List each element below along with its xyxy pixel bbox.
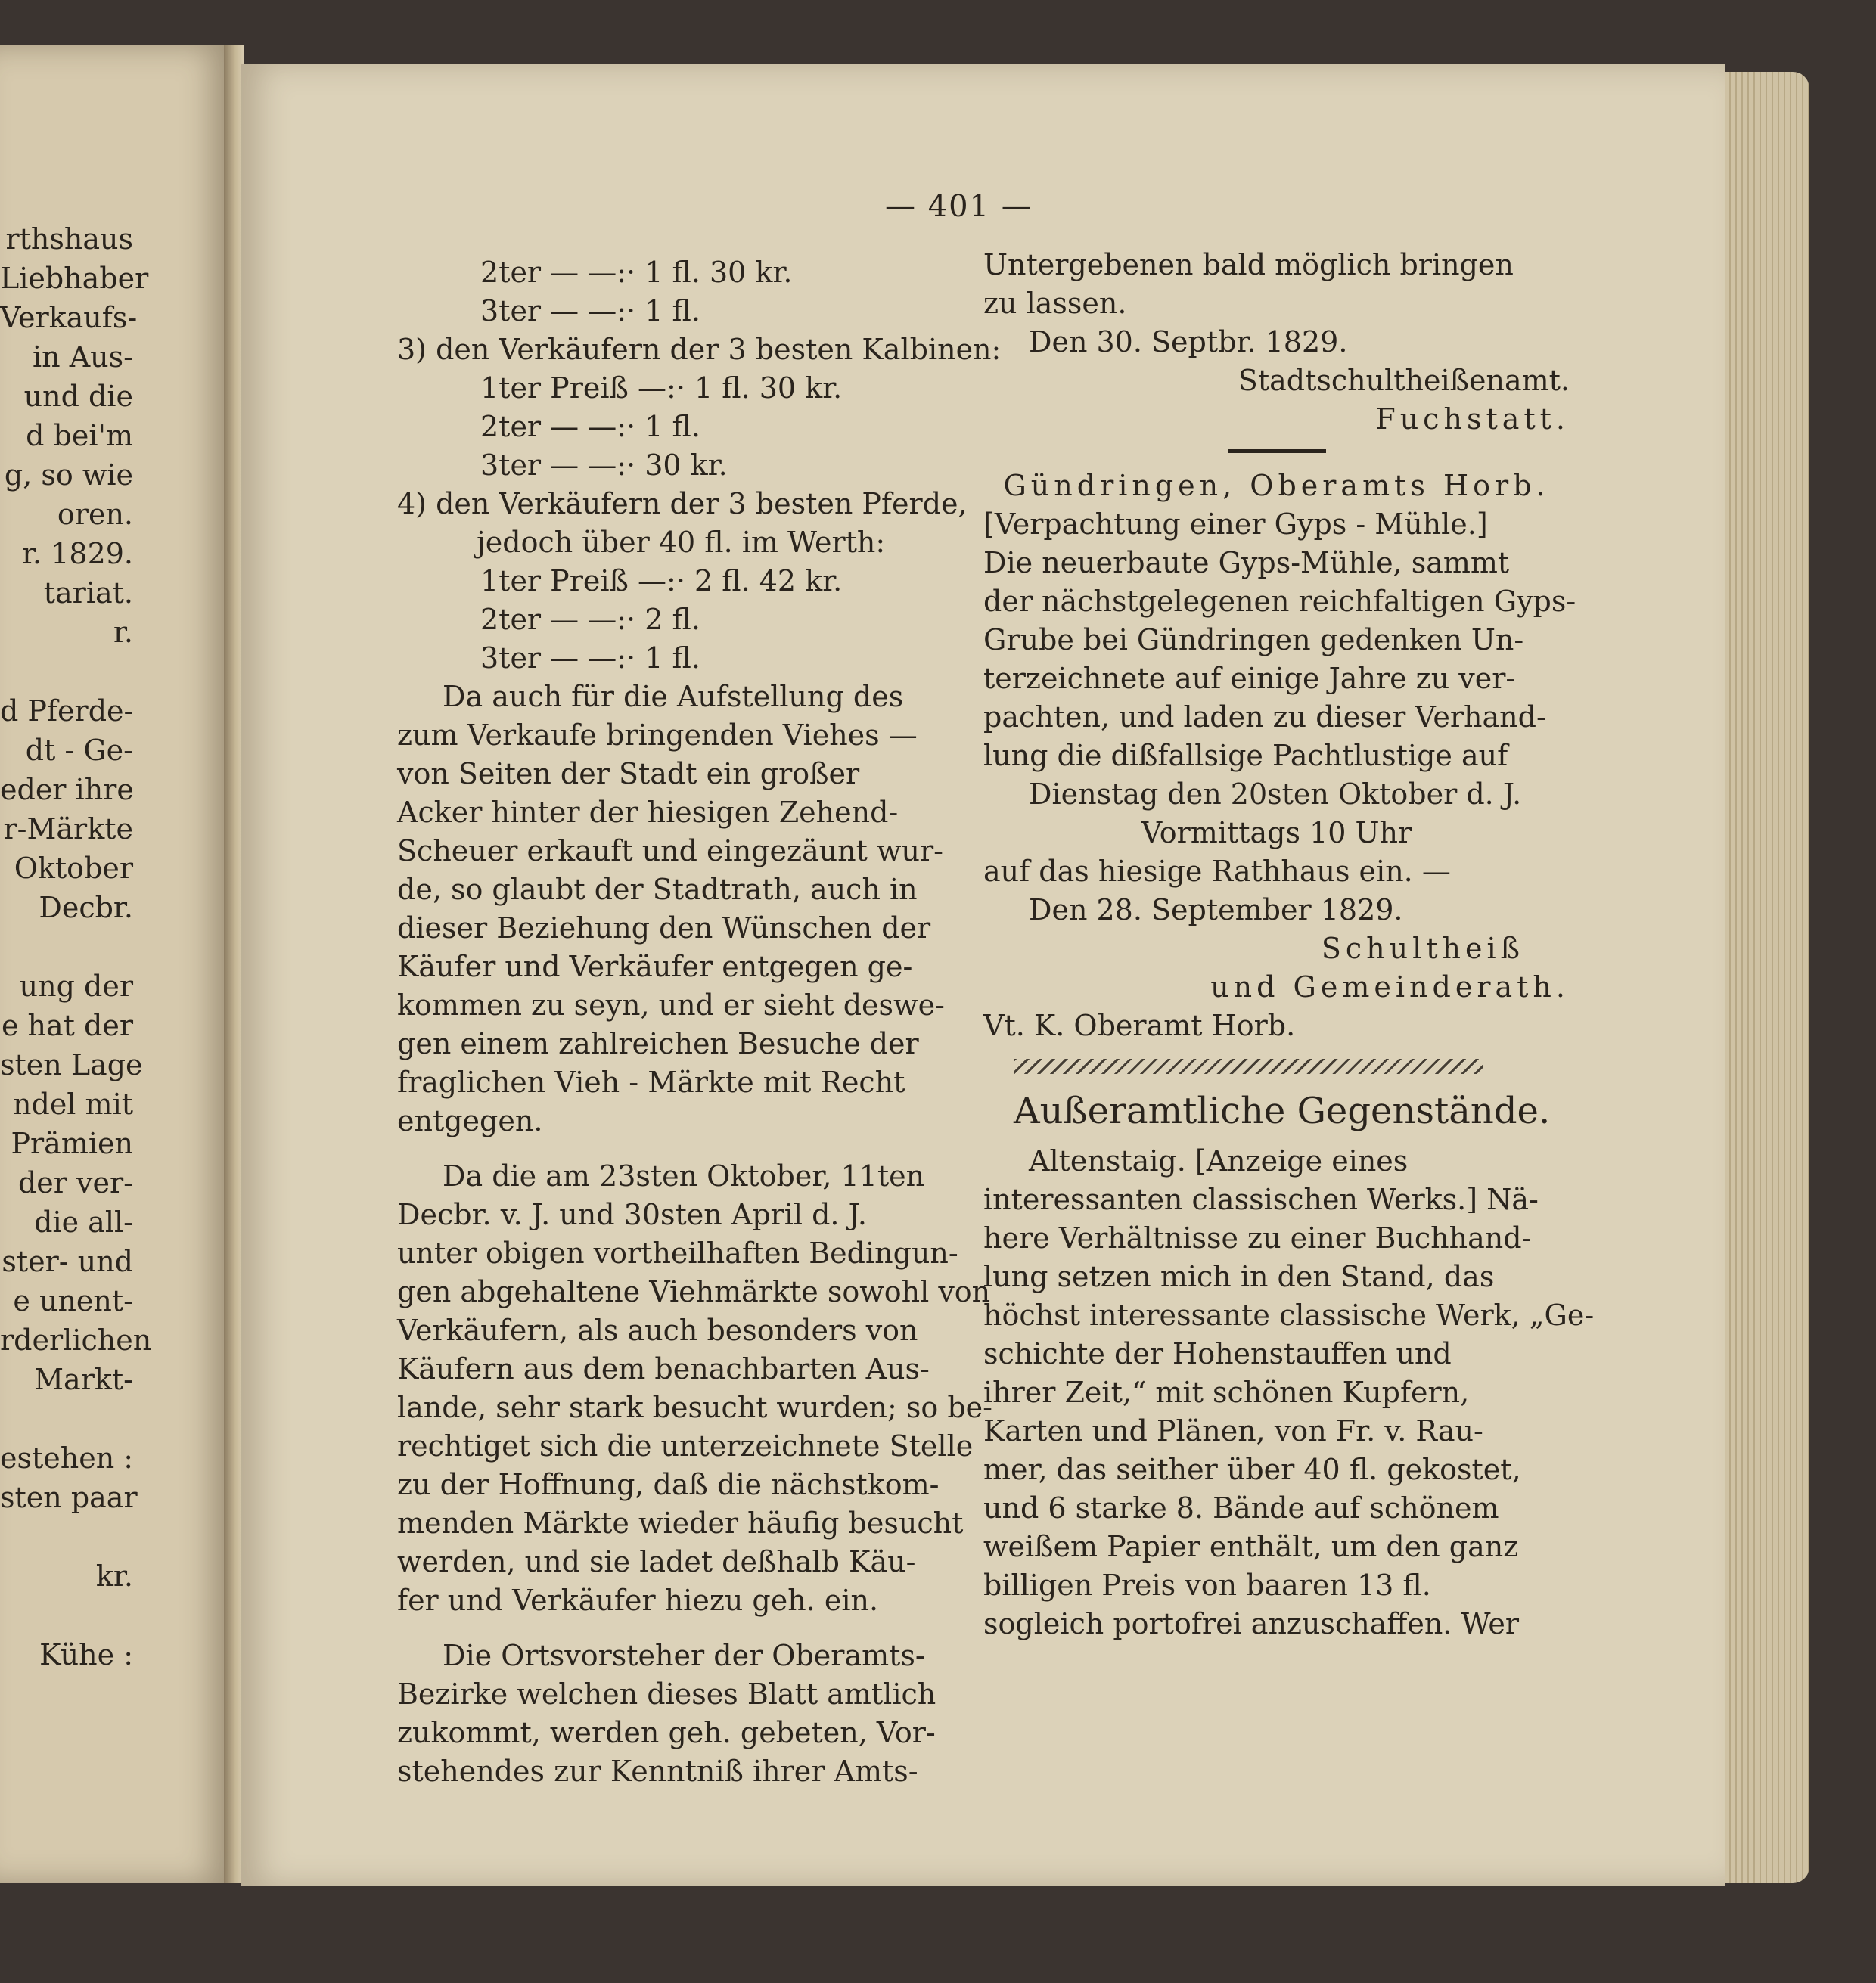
prize-line: 3ter — —:· 1 fl. xyxy=(480,641,700,675)
wavy-rule xyxy=(1014,1059,1483,1074)
left-line: dt - Ge- xyxy=(25,734,133,767)
left-line: g, so wie xyxy=(4,458,133,492)
paragraph-line: Käufer und Verkäufer entgegen ge- xyxy=(397,950,913,983)
paragraph-line: sogleich portofrei anzuschaffen. Wer xyxy=(983,1607,1520,1640)
item-heading: jedoch über 40 fl. im Werth: xyxy=(477,526,886,559)
page-number: — 401 — xyxy=(885,189,1033,224)
left-line: r. 1829. xyxy=(22,537,133,570)
paragraph-line: lande, sehr stark besucht wurden; so be- xyxy=(397,1391,992,1424)
paragraph-line: lung setzen mich in den Stand, das xyxy=(983,1260,1495,1293)
paragraph-line: Die neuerbaute Gyps-Mühle, sammt xyxy=(983,546,1510,579)
paragraph-line: Bezirke welchen dieses Blatt amtlich xyxy=(397,1677,936,1711)
paragraph-line: Altenstaig. [Anzeige eines xyxy=(1029,1144,1409,1178)
item-heading: 4) den Verkäufern der 3 besten Pferde, xyxy=(397,487,968,520)
left-line: kr. xyxy=(95,1559,133,1593)
paragraph-line: stehendes zur Kenntniß ihrer Amts- xyxy=(397,1755,918,1788)
paragraph-line: pachten, und laden zu dieser Verhand- xyxy=(983,700,1546,734)
paragraph-line: lung die dißfallsige Pachtlustige auf xyxy=(983,739,1508,772)
paragraph-line: mer, das seither über 40 fl. gekostet, xyxy=(983,1453,1521,1486)
paragraph-line: zum Verkaufe bringenden Viehes — xyxy=(397,718,918,752)
paragraph-line: ihrer Zeit,“ mit schönen Kupfern, xyxy=(983,1376,1470,1409)
paragraph-line: Da auch für die Aufstellung des xyxy=(443,680,904,713)
paragraph-line: zukommt, werden geh. gebeten, Vor- xyxy=(397,1716,936,1749)
signer-line: Fuchstatt. xyxy=(1375,402,1570,436)
left-line: rthshaus xyxy=(5,222,133,256)
paragraph-line: Die Ortsvorsteher der Oberamts- xyxy=(443,1639,925,1672)
notice-heading: Gündringen, Oberamts Horb. xyxy=(1003,469,1550,502)
prize-line: 1ter Preiß —:· 1 fl. 30 kr. xyxy=(480,371,843,405)
left-line xyxy=(0,1596,133,1635)
attestation-line: Vt. K. Oberamt Horb. xyxy=(983,1009,1296,1042)
paragraph-line: de, so glaubt der Stadtrath, auch in xyxy=(397,873,918,906)
paragraph-line: Karten und Plänen, von Fr. v. Rau- xyxy=(983,1414,1483,1448)
prize-line: 2ter — —:· 2 fl. xyxy=(480,603,700,636)
left-line: rderlichen xyxy=(0,1324,152,1357)
left-line: die all- xyxy=(34,1206,133,1239)
paragraph-line: terzeichnete auf einige Jahre zu ver- xyxy=(983,662,1516,695)
left-line: e unent- xyxy=(13,1284,133,1317)
left-line: sten Lage xyxy=(0,1048,143,1081)
paragraph-line: Scheuer erkauft und eingezäunt wur- xyxy=(397,834,943,867)
left-line: e hat der xyxy=(1,1009,133,1042)
paragraph-line: here Verhältnisse zu einer Buchhand- xyxy=(983,1221,1532,1255)
paragraph-line: entgegen. xyxy=(397,1104,543,1137)
section-rule xyxy=(1228,449,1326,453)
left-line: d Pferde- xyxy=(0,694,134,728)
paragraph-line: werden, und sie ladet deßhalb Käu- xyxy=(397,1545,916,1578)
paragraph-line: fraglichen Vieh - Märkte mit Recht xyxy=(397,1066,905,1099)
item-heading: 3) den Verkäufern der 3 besten Kalbinen: xyxy=(397,333,1002,366)
section-title: Außeramtliche Gegenstände. xyxy=(1014,1090,1551,1132)
paragraph-line: Da die am 23sten Oktober, 11ten xyxy=(443,1159,925,1193)
left-line: sten paar xyxy=(0,1481,138,1514)
left-line: Oktober xyxy=(14,852,133,885)
left-line: oren. xyxy=(57,498,133,531)
paragraph-line: von Seiten der Stadt ein großer xyxy=(397,757,860,790)
paragraph-line: Decbr. v. J. und 30sten April d. J. xyxy=(397,1198,867,1231)
left-line: tariat. xyxy=(43,576,133,610)
left-line: Markt- xyxy=(34,1363,133,1396)
paragraph-line: billigen Preis von baaren 13 fl. xyxy=(983,1569,1431,1602)
signer-line: Schultheiß xyxy=(1321,932,1524,965)
left-line: ster- und xyxy=(2,1245,133,1278)
column-2 xyxy=(983,246,1595,1643)
prize-line: 1ter Preiß —:· 2 fl. 42 kr. xyxy=(480,564,843,597)
paragraph-line: Dienstag den 20sten Oktober d. J. xyxy=(1029,777,1522,811)
left-line: eder ihre xyxy=(0,773,134,806)
left-line: Decbr. xyxy=(39,891,133,924)
left-line xyxy=(0,1517,133,1556)
left-line: Prämien xyxy=(11,1127,133,1160)
paragraph-line: gen einem zahlreichen Besuche der xyxy=(397,1027,919,1060)
left-line: r-Märkte xyxy=(3,812,133,846)
left-line: d bei'm xyxy=(26,419,133,452)
page-edges xyxy=(1725,72,1809,1883)
paragraph-line: Grube bei Gündringen gedenken Un- xyxy=(983,623,1524,656)
left-line: ndel mit xyxy=(13,1088,133,1121)
signer-line: und Gemeinderath. xyxy=(1210,970,1570,1004)
left-line: Liebhaber xyxy=(0,262,149,295)
left-line xyxy=(0,652,133,691)
paragraph-line: menden Märkte wieder häufig besucht xyxy=(397,1507,964,1540)
place-line: auf das hiesige Rathhaus ein. — xyxy=(983,855,1451,888)
left-line: der ver- xyxy=(17,1166,133,1199)
left-line xyxy=(0,927,133,967)
paragraph-line: kommen zu seyn, und er sieht deswe- xyxy=(397,988,945,1022)
left-line: estehen : xyxy=(0,1441,134,1475)
left-line xyxy=(0,1399,133,1438)
paragraph-line: Käufern aus dem benachbarten Aus- xyxy=(397,1352,930,1386)
paragraph-line: unter obigen vortheilhaften Bedingun- xyxy=(397,1237,958,1270)
paragraph-line: höchst interessante classische Werk, „Ge- xyxy=(983,1299,1595,1332)
paragraph-line: [Verpachtung einer Gyps - Mühle.] xyxy=(983,507,1488,541)
paragraph-line: Acker hinter der hiesigen Zehend- xyxy=(397,796,899,829)
paragraph-line: zu lassen. xyxy=(983,287,1127,320)
prize-line: 3ter — —:· 30 kr. xyxy=(480,448,728,482)
date-line: Den 28. September 1829. xyxy=(1029,893,1403,926)
paragraph-line: Untergebenen bald möglich bringen xyxy=(983,248,1514,281)
paragraph-line: der nächstgelegenen reichfaltigen Gyps- xyxy=(983,585,1576,618)
time-line: Vormittags 10 Uhr xyxy=(1141,816,1412,849)
left-line: Kühe : xyxy=(39,1638,133,1671)
paragraph-line: weißem Papier enthält, um den ganz xyxy=(983,1530,1519,1563)
paragraph-line: fer und Verkäufer hiezu geh. ein. xyxy=(397,1584,879,1617)
left-line: in Aus- xyxy=(33,340,133,374)
paragraph-line: schichte der Hohenstauffen und xyxy=(983,1337,1452,1370)
paragraph-line: rechtiget sich die unterzeichnete Stelle xyxy=(397,1429,974,1463)
prize-line: 3ter — —:· 1 fl. xyxy=(480,294,700,327)
paragraph-line: gen abgehaltene Viehmärkte sowohl von xyxy=(397,1275,991,1308)
prize-line: 2ter — —:· 1 fl. xyxy=(480,410,700,443)
date-line: Den 30. Septbr. 1829. xyxy=(1029,325,1348,358)
left-line: und die xyxy=(23,380,133,413)
paragraph-line: dieser Beziehung den Wünschen der xyxy=(397,911,931,945)
paragraph-line: zu der Hoffnung, daß die nächstkom- xyxy=(397,1468,940,1501)
left-line: r. xyxy=(113,616,133,649)
office-line: Stadtschultheißenamt. xyxy=(1238,364,1570,397)
paragraph-line: und 6 starke 8. Bände auf schönem xyxy=(983,1491,1499,1525)
column-1 xyxy=(397,253,1002,1791)
left-page-text xyxy=(0,219,152,1674)
prize-line: 2ter — —:· 1 fl. 30 kr. xyxy=(480,256,793,289)
left-line: ung der xyxy=(19,970,133,1003)
paragraph-line: Verkäufern, als auch besonders von xyxy=(397,1314,918,1347)
paragraph-line: interessanten classischen Werks.] Nä- xyxy=(983,1183,1539,1216)
left-line: Verkaufs- xyxy=(0,301,138,334)
